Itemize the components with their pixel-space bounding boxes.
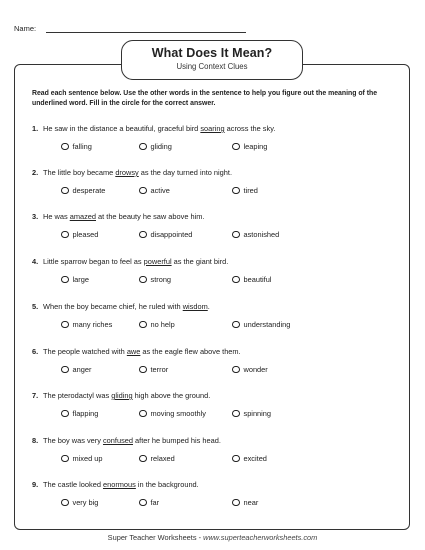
circle-icon[interactable] [139,499,147,507]
question-number: 5. [32,302,39,311]
circle-icon[interactable] [61,410,69,418]
option-label: falling [72,142,92,151]
option-label: understanding [243,320,291,329]
circle-icon[interactable] [61,499,69,507]
circle-icon[interactable] [139,455,147,463]
option-label: anger [72,365,92,374]
sentence-end: as the eagle flew above them. [140,347,241,356]
answer-option[interactable] [139,320,175,330]
answer-options [32,409,402,419]
question-7 [32,391,402,419]
answer-option[interactable] [232,142,267,152]
sentence-end: as the giant bird. [171,257,229,266]
circle-icon[interactable] [232,187,240,195]
question-text [32,124,402,134]
option-label: leaping [243,142,268,151]
answer-option[interactable] [139,454,175,464]
circle-icon[interactable] [61,276,69,284]
question-5 [32,302,402,330]
circle-icon[interactable] [139,143,147,151]
circle-icon[interactable] [232,321,240,329]
circle-icon[interactable] [232,455,240,463]
answer-option[interactable] [232,365,268,375]
answer-options [32,275,402,285]
sentence-end: . [207,302,210,311]
option-label: wonder [243,365,268,374]
sentence-start: He was [43,212,70,221]
answer-option[interactable] [61,186,105,196]
name-line[interactable] [46,32,246,33]
underlined-word: drowsy [115,168,139,177]
answer-option[interactable] [61,230,98,240]
sentence-start: The boy was very [43,436,103,445]
sentence-start: When the boy became chief, he ruled with [43,302,183,311]
underlined-word: confused [102,436,133,445]
footer-brand: Super Teacher Worksheets [107,533,197,542]
question-1 [32,124,402,152]
answer-option[interactable] [61,409,98,419]
option-label: strong [150,275,172,284]
answer-option[interactable] [61,142,92,152]
underlined-word: awe [126,347,141,356]
footer-separator: - [196,533,204,542]
option-label: no help [150,320,175,329]
question-4 [32,257,402,285]
option-label: excited [243,454,267,463]
question-text [32,168,402,178]
option-label: spinning [243,409,272,418]
answer-options [32,186,402,196]
underlined-word: enormous [102,480,136,489]
sentence-start: He saw in the distance a beautiful, graceful bird [43,124,201,133]
answer-options [32,498,402,508]
sentence-end: at the beauty he saw above him. [96,212,205,221]
circle-icon[interactable] [232,143,240,151]
question-2 [32,168,402,196]
circle-icon[interactable] [61,143,69,151]
question-text [32,391,402,401]
option-label: very big [72,498,99,507]
option-label: tired [243,186,258,195]
option-label: relaxed [150,454,175,463]
circle-icon[interactable] [139,366,147,374]
circle-icon[interactable] [61,321,69,329]
answer-option[interactable] [61,498,98,508]
question-number: 6. [32,347,39,356]
circle-icon[interactable] [61,187,69,195]
question-number: 9. [32,480,39,489]
option-label: active [150,186,170,195]
answer-options [32,320,402,330]
circle-icon[interactable] [232,410,240,418]
option-label: flapping [72,409,99,418]
underlined-word: gliding [111,391,133,400]
sentence-end: high above the ground. [132,391,211,400]
question-number: 1. [32,124,39,133]
answer-option[interactable] [232,320,290,330]
question-number: 3. [32,212,39,221]
option-label: desperate [72,186,106,195]
question-8 [32,436,402,464]
sentence-end: after he bumped his head. [132,436,221,445]
instructions: Read each sentence below. Use the other words in the sentence to help you figure out the meaning of the underlined word. Fill in the circle for the correct answer. [32,90,378,107]
circle-icon[interactable] [139,276,147,284]
answer-option[interactable] [139,142,172,152]
option-label: far [150,498,160,507]
question-text [32,302,402,312]
circle-icon[interactable] [232,231,240,239]
underlined-word: soaring [200,124,225,133]
answer-option[interactable] [139,230,192,240]
circle-icon[interactable] [232,366,240,374]
answer-option[interactable] [61,320,112,330]
circle-icon[interactable] [232,276,240,284]
footer [0,533,425,542]
footer-url[interactable]: www.superteacherworksheets.com [203,533,318,542]
sentence-end: as the day turned into night. [138,168,233,177]
option-label: mixed up [72,454,103,463]
option-label: pleased [72,230,99,239]
answer-option[interactable] [139,365,168,375]
question-text [32,347,402,357]
option-label: many riches [72,320,113,329]
question-9 [32,480,402,508]
option-label: gliding [150,142,172,151]
answer-options [32,142,402,152]
answer-option[interactable] [232,454,267,464]
circle-icon[interactable] [139,231,147,239]
underlined-word: wisdom [182,302,208,311]
question-6 [32,347,402,375]
answer-option[interactable] [139,186,170,196]
sentence-start: The little boy became [43,168,116,177]
underlined-word: powerful [143,257,172,266]
page-subtitle: Using Context Clues [176,62,248,71]
question-text [32,480,402,490]
question-text [32,257,402,267]
option-label: beautiful [243,275,272,284]
question-number: 4. [32,257,39,266]
name-label: Name: [14,24,37,33]
answer-option[interactable] [232,275,271,285]
sentence-end: in the background. [135,480,199,489]
answer-options [32,454,402,464]
page-title: What Does It Mean? [151,46,273,60]
sentence-end: across the sky. [224,124,276,133]
answer-option[interactable] [61,365,91,375]
answer-options [32,365,402,375]
option-label: large [72,275,89,284]
question-3 [32,212,402,240]
question-text [32,436,402,446]
option-label: astonished [243,230,280,239]
answer-option[interactable] [61,275,89,285]
question-number: 2. [32,168,39,177]
circle-icon[interactable] [139,187,147,195]
circle-icon[interactable] [61,455,69,463]
circle-icon[interactable] [232,499,240,507]
option-label: disappointed [150,230,193,239]
title-box [121,40,303,80]
question-text [32,212,402,222]
option-label: terror [150,365,169,374]
answer-option[interactable] [139,275,171,285]
circle-icon[interactable] [61,366,69,374]
answer-option[interactable] [232,186,258,196]
sentence-start: Little sparrow began to feel as [43,257,144,266]
answer-option[interactable] [139,409,206,419]
sentence-start: The pterodactyl was [43,391,112,400]
answer-option[interactable] [61,454,103,464]
circle-icon[interactable] [61,231,69,239]
answer-option[interactable] [232,498,258,508]
answer-options [32,230,402,240]
answer-option[interactable] [232,409,271,419]
option-label: moving smoothly [150,409,206,418]
circle-icon[interactable] [139,321,147,329]
sentence-start: The castle looked [43,480,103,489]
option-label: near [243,498,259,507]
answer-option[interactable] [232,230,279,240]
circle-icon[interactable] [139,410,147,418]
answer-option[interactable] [139,498,159,508]
underlined-word: amazed [69,212,96,221]
question-number: 8. [32,436,39,445]
question-number: 7. [32,391,39,400]
sentence-start: The people watched with [43,347,127,356]
